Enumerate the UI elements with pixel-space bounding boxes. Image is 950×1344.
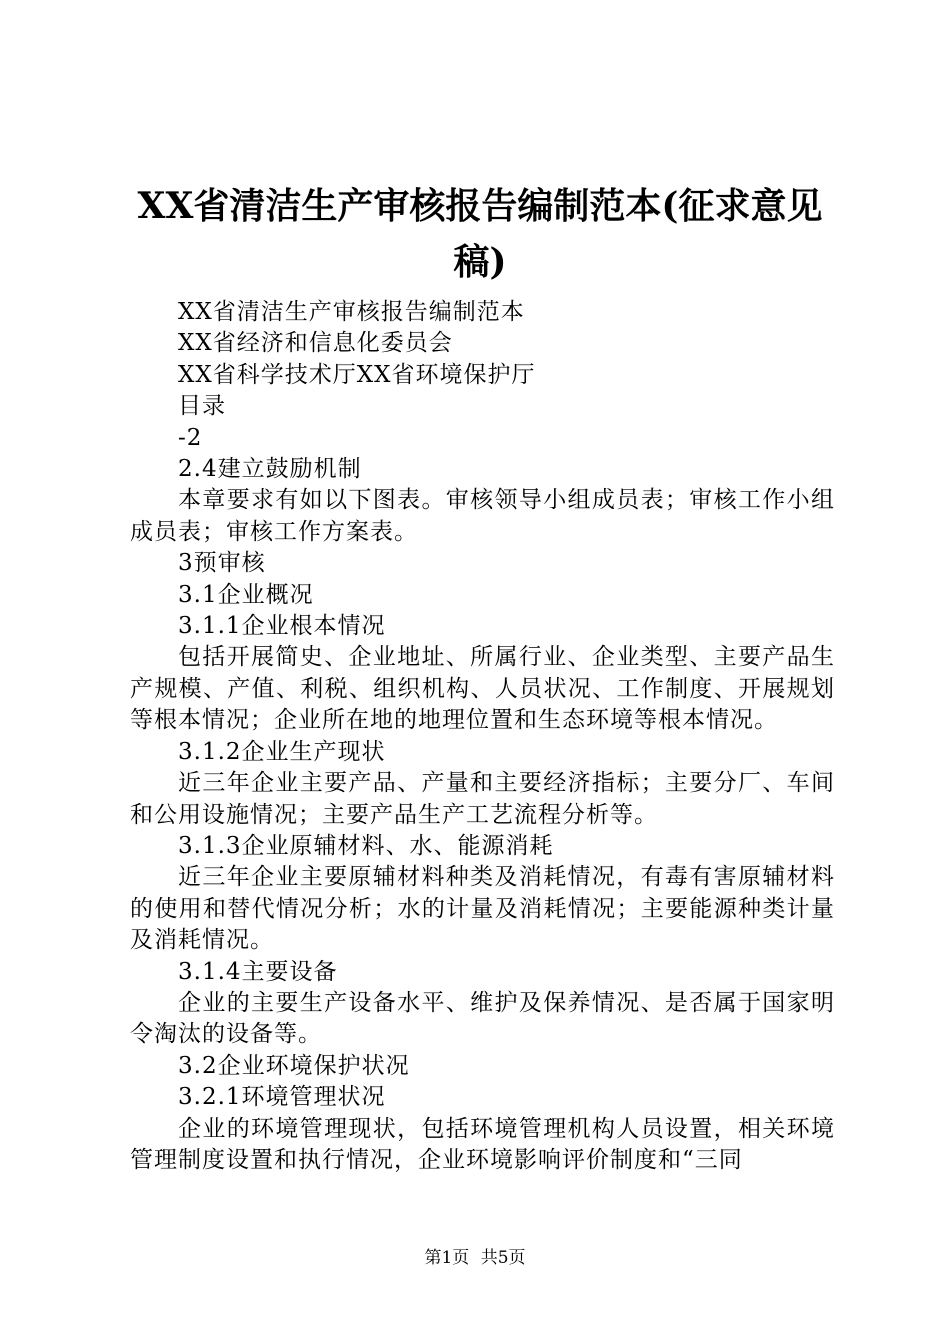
paragraph: 3.2企业环境保护状况 [178, 1052, 410, 1079]
paragraph: 3预审核 [178, 550, 266, 577]
paragraph: 近三年企业主要产品、产量和主要经济指标；主要分厂、车间和公用设施情况；主要产品生产工艺流程分析等。 [130, 770, 835, 828]
paragraph: 3.1.1企业根本情况 [178, 613, 386, 640]
paragraph: XX省科学技术厅XX省环境保护厅 [178, 361, 536, 388]
paragraph: 企业的主要生产设备水平、维护及保养情况、是否属于国家明令淘汰的设备等。 [130, 989, 835, 1048]
paragraph: XX省清洁生产审核报告编制范本 [178, 299, 525, 325]
paragraph: 企业的环境管理现状，包括环境管理机构人员设置，相关环境管理制度设置和执行情况，企业环境影响评价制度和“三同 [130, 1115, 835, 1173]
paragraph: 3.2.1环境管理状况 [178, 1084, 386, 1111]
page-footer [0, 1243, 950, 1268]
paragraph: 3.1.3企业原辅材料、水、能源消耗 [178, 832, 554, 859]
page-total: 共5页 [480, 1248, 526, 1268]
paragraph: 3.1企业概况 [178, 581, 314, 608]
paragraph: 目录 [178, 393, 226, 420]
paragraph: -2 [178, 424, 203, 451]
paragraph: 3.1.2企业生产现状 [178, 738, 386, 765]
document-title: XX省清洁生产审核报告编制范本(征求意见稿) [137, 185, 823, 283]
paragraph: 3.1.4主要设备 [178, 958, 338, 985]
paragraph: 近三年企业主要原辅材料种类及消耗情况，有毒有害原辅材料的使用和替代情况分析；水的计量及消耗情况；主要能源种类计量及消耗情况。 [130, 864, 835, 954]
paragraph: XX省经济和信息化委员会 [178, 330, 453, 357]
paragraph: 包括开展简史、企业地址、所属行业、企业类型、主要产品生产规模、产值、利税、组织机构、人员状况、工作制度、开展规划等根本情况；企业所在地的地理位置和生态环境等根本情况。 [130, 644, 835, 734]
page-number: 第1页 [424, 1248, 470, 1268]
paragraph: 2.4建立鼓励机制 [178, 456, 362, 483]
document-body [130, 297, 835, 1176]
paragraph: 本章要求有如以下图表。审核领导小组成员表；审核工作小组成员表；审核工作方案表。 [130, 487, 835, 545]
